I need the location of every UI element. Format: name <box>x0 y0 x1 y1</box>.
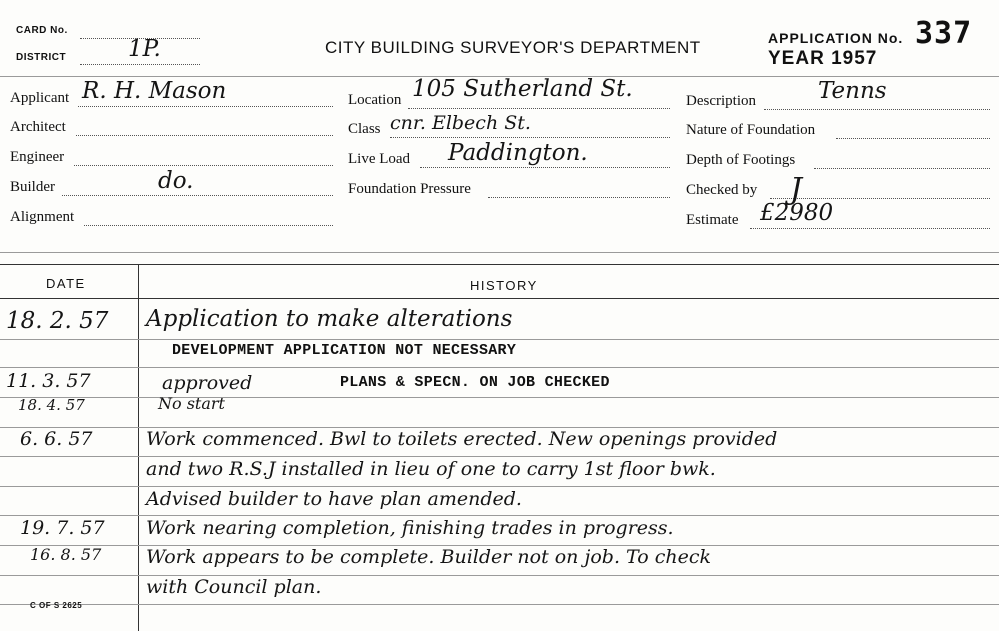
location-label: Location <box>348 92 402 108</box>
date-header: DATE <box>46 276 86 291</box>
builder-line <box>62 195 333 196</box>
district-value: 1P. <box>128 36 161 62</box>
history-header-rule <box>0 298 999 299</box>
ruled-line <box>0 339 999 340</box>
engineer-label: Engineer <box>10 149 65 165</box>
application-no-value: 337 <box>915 16 973 51</box>
ruled-line <box>0 486 999 487</box>
history-text: Advised builder to have plan amended. <box>146 488 522 510</box>
architect-line <box>76 135 333 136</box>
description-label: Description <box>686 93 756 109</box>
history-text: with Council plan. <box>146 576 322 598</box>
history-top-rule <box>0 264 999 265</box>
history-date: 6. 6. 57 <box>20 428 93 450</box>
alignment-line <box>84 225 333 226</box>
department-title: CITY BUILDING SURVEYOR'S DEPARTMENT <box>325 38 701 57</box>
live-load-line <box>420 167 670 168</box>
nature-line <box>836 138 990 139</box>
alignment-label: Alignment <box>10 209 75 225</box>
checked-by-value: J <box>790 172 803 207</box>
history-date: 16. 8. 57 <box>30 545 102 564</box>
details-divider <box>0 252 999 253</box>
foundation-pressure-label: Foundation Pressure <box>348 181 471 197</box>
builder-value: do. <box>158 168 194 194</box>
history-text: approved <box>162 372 253 394</box>
checked-line <box>770 198 990 199</box>
estimate-label: Estimate <box>686 212 739 228</box>
history-text: Work commenced. Bwl to toilets erected. New openings provided <box>146 428 778 450</box>
history-date: 18. 2. 57 <box>6 308 109 334</box>
ruled-line <box>0 456 999 457</box>
application-no-label: APPLICATION No. <box>768 30 904 46</box>
ruled-line <box>0 604 999 605</box>
history-text: Work nearing completion, finishing trades in progress. <box>146 517 674 539</box>
estimate-line <box>750 228 990 229</box>
history-header: HISTORY <box>470 278 538 293</box>
year-label: YEAR 1957 <box>768 48 878 69</box>
checked-by-label: Checked by <box>686 182 758 198</box>
live-load-label: Live Load <box>348 151 411 167</box>
location-line <box>408 108 670 109</box>
class-value: cnr. Elbech St. <box>390 112 531 134</box>
history-date: 18. 4. 57 <box>18 396 85 414</box>
history-text: No start <box>158 394 225 413</box>
description-line <box>764 109 990 110</box>
district-label: DISTRICT <box>16 52 67 63</box>
depth-of-footings-label: Depth of Footings <box>686 152 796 168</box>
live-load-value: Paddington. <box>448 140 588 166</box>
nature-of-foundation-label: Nature of Foundation <box>686 122 816 138</box>
applicant-label: Applicant <box>10 90 70 106</box>
estimate-value: £2980 <box>760 200 834 226</box>
history-date: 11. 3. 57 <box>6 370 91 392</box>
ruled-line <box>0 397 999 398</box>
foundation-pressure-line <box>488 197 670 198</box>
applicant-value: R. H. Mason <box>82 78 227 104</box>
history-date: 19. 7. 57 <box>20 517 105 539</box>
class-label: Class <box>348 121 381 137</box>
history-stamp: PLANS & SPECN. ON JOB CHECKED <box>340 374 610 391</box>
district-line <box>80 64 200 65</box>
history-text: Application to make alterations <box>146 306 513 332</box>
form-code: C OF S 2625 <box>30 601 83 610</box>
depth-line <box>814 168 990 169</box>
history-stamp: DEVELOPMENT APPLICATION NOT NECESSARY <box>172 342 517 359</box>
architect-label: Architect <box>10 119 66 135</box>
card-no-label: CARD No. <box>16 25 68 36</box>
applicant-line <box>78 106 333 107</box>
ruled-line <box>0 515 999 516</box>
ruled-line <box>0 367 999 368</box>
description-value: Tenns <box>818 78 887 104</box>
history-text: and two R.S.J installed in lieu of one to carry 1st floor bwk. <box>146 458 716 480</box>
engineer-line <box>74 165 333 166</box>
class-line <box>390 137 670 138</box>
history-text: Work appears to be complete. Builder not on job. To check <box>146 546 711 568</box>
location-value: 105 Sutherland St. <box>412 76 633 102</box>
builder-label: Builder <box>10 179 55 195</box>
